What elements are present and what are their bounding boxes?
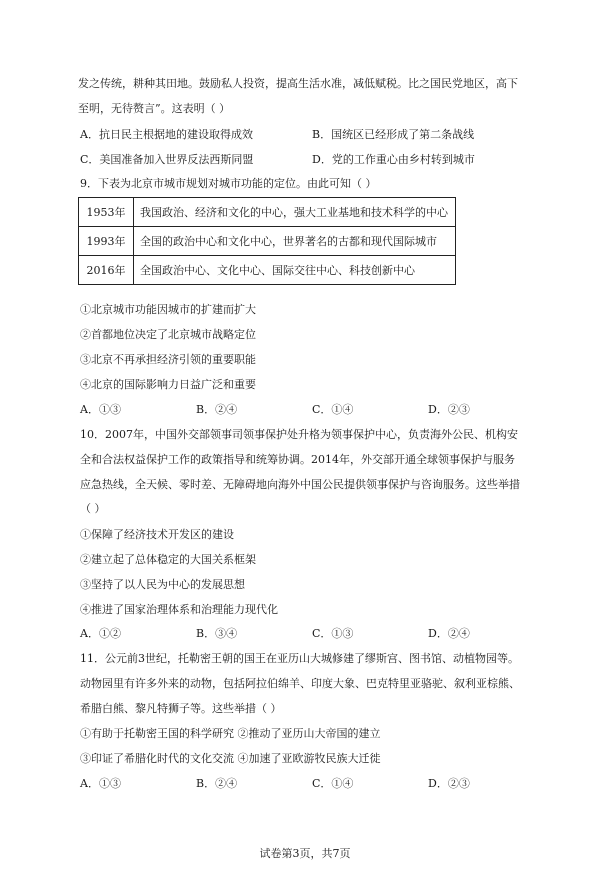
q11-text-line3: 希腊白熊、黎凡特狮子等。这些举措（ ） bbox=[80, 702, 282, 715]
q10-text-line1: 10．2007年，中国外交部领事司领事保护处升格为领事保护中心，负责海外公民、机构安 bbox=[80, 428, 518, 441]
table-cell-desc: 我国政治、经济和文化的中心，强大工业基地和技术科学的中心 bbox=[134, 198, 456, 227]
q9-stem: 9．下表为北京市城市规划对城市功能的定位。由此可知（ ） bbox=[80, 177, 377, 190]
q8-text-line1: 发之传统，耕种其田地。鼓励私人投资，提高生活水准，减低赋税。比之国民党地区，高下 bbox=[78, 77, 518, 90]
q9-table bbox=[78, 197, 456, 285]
q11-option-b: B．②④ bbox=[196, 777, 238, 790]
table-cell-year: 2016年 bbox=[79, 256, 134, 285]
q10-option-a: A．①② bbox=[80, 627, 121, 640]
q10-statement-1: ①保障了经济技术开发区的建设 bbox=[80, 528, 234, 541]
q10-option-b: B．③④ bbox=[196, 627, 238, 640]
table-row bbox=[79, 227, 456, 256]
q9-statement-2: ②首都地位决定了北京城市战略定位 bbox=[80, 328, 256, 341]
table-cell-desc: 全国的政治中心和文化中心，世界著名的古都和现代国际城市 bbox=[134, 227, 456, 256]
table-cell-year: 1953年 bbox=[79, 198, 134, 227]
q10-statement-2: ②建立起了总体稳定的大国关系框架 bbox=[80, 553, 256, 566]
q10-text-line2: 全和合法权益保护工作的政策指导和统筹协调。2014年，外交部开通全球领事保护与服务 bbox=[80, 453, 515, 466]
q8-text-line2: 至明，无待赘言”。这表明（ ） bbox=[78, 102, 231, 115]
q10-text-line3: 应急热线，全天候、零时差、无障碍地向海外中国公民提供领事保护与咨询服务。这些举措 bbox=[80, 478, 520, 491]
q10-text-line4: （ ） bbox=[80, 502, 106, 515]
q11-text-line2: 动物园里有许多外来的动物，包括阿拉伯绵羊、印度大象、巴克特里亚骆驼、叙利亚棕熊、 bbox=[80, 677, 520, 690]
q11-statement-line2: ③印证了希腊化时代的文化交流 ④加速了亚欧游牧民族大迁徙 bbox=[80, 752, 381, 765]
page-footer: 试卷第3页，共7页 bbox=[259, 847, 351, 860]
q8-option-a: A．抗日民主根据地的建设取得成效 bbox=[80, 128, 253, 141]
q10-option-c: C．①③ bbox=[312, 627, 354, 640]
q10-option-d: D．②④ bbox=[428, 627, 470, 640]
q9-statement-4: ④北京的国际影响力日益广泛和重要 bbox=[80, 378, 256, 391]
table-cell-year: 1993年 bbox=[79, 227, 134, 256]
q9-option-c: C．①④ bbox=[312, 403, 354, 416]
q11-option-d: D．②③ bbox=[428, 777, 470, 790]
table-cell-desc: 全国政治中心、文化中心、国际交往中心、科技创新中心 bbox=[134, 256, 456, 285]
table-row bbox=[79, 198, 456, 227]
q11-option-a: A．①③ bbox=[80, 777, 121, 790]
table-row bbox=[79, 256, 456, 285]
q9-option-d: D．②③ bbox=[428, 403, 470, 416]
q9-statement-3: ③北京不再承担经济引领的重要职能 bbox=[80, 353, 256, 366]
q11-text-line1: 11．公元前3世纪，托勒密王朝的国王在亚历山大城修建了缪斯宫、图书馆、动植物园等。 bbox=[80, 652, 519, 665]
q9-option-a: A．①③ bbox=[80, 403, 121, 416]
q10-statement-4: ④推进了国家治理体系和治理能力现代化 bbox=[80, 603, 278, 616]
q11-option-c: C．①④ bbox=[312, 777, 354, 790]
q8-option-d: D．党的工作重心由乡村转到城市 bbox=[312, 153, 475, 166]
q9-statement-1: ①北京城市功能因城市的扩建而扩大 bbox=[80, 303, 256, 316]
q11-statement-line1: ①有助于托勒密王国的科学研究 ②推动了亚历山大帝国的建立 bbox=[80, 727, 381, 740]
q10-statement-3: ③坚持了以人民为中心的发展思想 bbox=[80, 578, 245, 591]
q8-option-b: B．国统区已经形成了第二条战线 bbox=[312, 128, 475, 141]
q9-option-b: B．②④ bbox=[196, 403, 238, 416]
q8-option-c: C．美国准备加入世界反法西斯同盟 bbox=[80, 153, 254, 166]
